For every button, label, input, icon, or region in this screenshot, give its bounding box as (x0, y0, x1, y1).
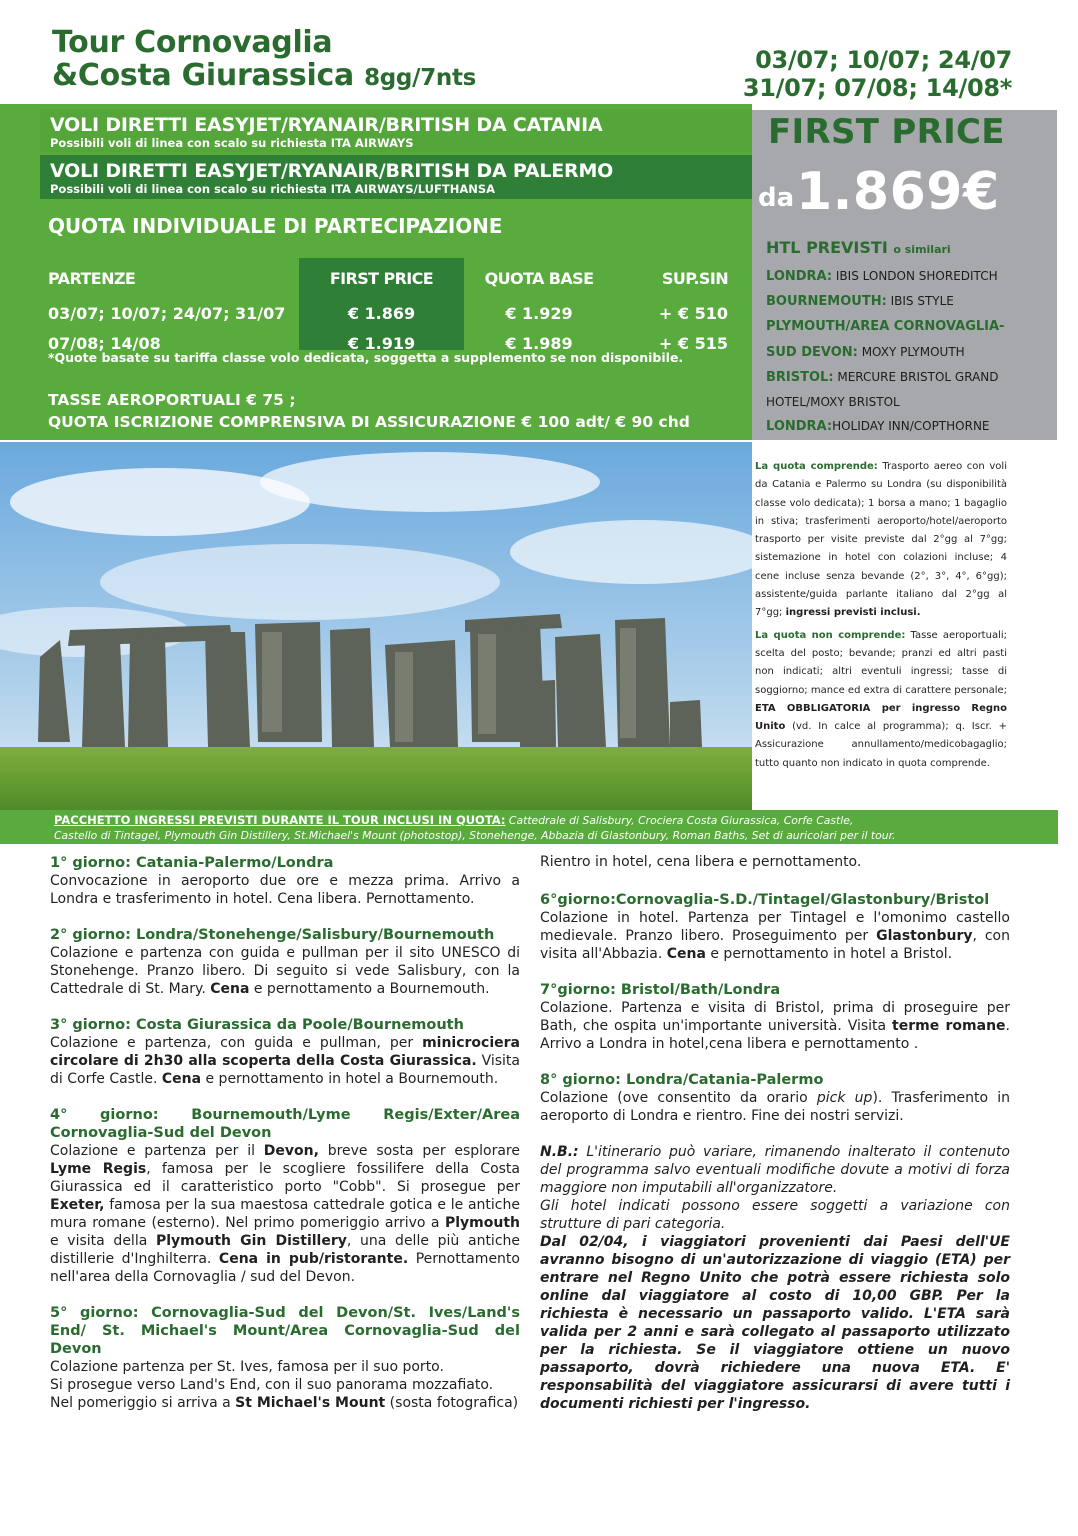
day-1: 1° giorno: Catania-Palermo/Londra Convocazione in aeroporto due ore e mezza prima. Arrivo a Londra e trasferimento in hotel. Cena libera. Pernottamento. (50, 855, 520, 907)
itinerary-left (50, 854, 520, 1412)
stonehenge-photo (0, 442, 752, 812)
price-table-row: 07/08; 14/08 € 1.919 € 1.989 + € 515 (48, 333, 728, 353)
hotel-item: SUD DEVON: MOXY PLYMOUTH (766, 344, 965, 360)
hotel-item: LONDRA: IBIS LONDON SHOREDITCH (766, 269, 998, 284)
tour-title (52, 26, 476, 95)
day-5: 5° giorno: Cornovaglia-Sud del Devon/St. Ives/Land's End/ St. Michael's Mount/Area Cornovaglia-Sud del Devon Colazione partenza per St. Ives, famosa per il suo porto. Si prosegue verso Land's End, con il suo panorama mozzafiato. Nel pomeriggio si arriva a St Michael's Mount (sosta fotografica) (50, 1305, 520, 1411)
flight-bar-palermo: VOLI DIRETTI EASYJET/RYANAIR/BRITISH DA PALERMO Possibili voli di linea con scalo su richiesta ITA AIRWAYS/LUFTHANSA (40, 155, 752, 199)
registration-fee: QUOTA ISCRIZIONE COMPRENSIVA DI ASSICURAZIONE € 100 adt/ € 90 chd (48, 413, 690, 431)
itinerary-right (540, 853, 1010, 1413)
day-2: 2° giorno: Londra/Stonehenge/Salisbury/Bournemouth Colazione e partenza con guida e pullman per il sito UNESCO di Stonehenge. Pranzo libero. Di seguito si vede Salisbury, con la Cattedrale di St. Mary. Cena e pernottamento a Bournemouth. (50, 927, 520, 997)
title-suffix: 8gg/7nts (364, 65, 477, 91)
flight-bar-catania: VOLI DIRETTI EASYJET/RYANAIR/BRITISH DA CATANIA Possibili voli di linea con scalo su richiesta ITA AIRWAYS (40, 109, 752, 153)
price-table-row: 03/07; 10/07; 24/07; 31/07 € 1.869 € 1.929 + € 510 (48, 303, 728, 323)
day-8: 8° giorno: Londra/Catania-Palermo Colazione (ove consentito da orario pick up). Trasferimento in aeroporto di Londra e rientro. Fine dei nostri servizi. (540, 1072, 1010, 1124)
price-table-header: PARTENZE FIRST PRICE QUOTA BASE SUP.SIN (48, 268, 728, 288)
first-price-prefix: da (758, 183, 795, 213)
hotel-item: PLYMOUTH/AREA CORNOVAGLIA- (766, 319, 1005, 335)
quota-non-comprende: La quota non comprende: Tasse aeroportuali; scelta del posto; bevande; pranzi ed altri pasti non indicati; altri eventuli ingressi; tasse di soggiorno; mance ed extra di carattere personale; ETA OBBLIGATORIA per ingresso Regno Unito (vd. In calce al programma); q. Iscr. + Assicurazione annullamento/medicobagaglio; tutto quanto non indicato in quota comprende. (755, 629, 1007, 769)
quota-includes (755, 458, 1007, 773)
title-line-1: Tour Cornovaglia (52, 25, 333, 60)
airport-taxes: TASSE AEROPORTUALI € 75 ; (48, 391, 296, 409)
notes: N.B.: L'itinerario può variare, rimanendo inalterato il contenuto del programma salvo eventuali modifiche dovute a motivi di forza maggiore non imputabili all'organizzatore. Gli hotel indicati possono essere soggetti a variazione con strutture di pari categoria. Dal 02/04, i viaggiatori provenienti dai Paesi dell'UE avranno bisogno di un'autorizzazione di viaggio (ETA) per entrare nel Regno Unito che potrà essere richiesta solo online dal viaggiatore al costo di 10,00 GBP. Per la richiesta è necessario un passaporto valido. L'ETA sarà valida per 2 anni e sarà collegato al passaporto utilizzato per la richiesta. Se il viaggiatore ottiene un nuovo passaporto, dovrà richiedere una nuova ETA. E' responsabilità del viaggiatore assicurarsi di avere tutti i documenti richiesti per l'ingresso. (540, 1144, 1010, 1412)
first-price-label: FIRST PRICE (768, 112, 1005, 152)
day-3: 3° giorno: Costa Giurassica da Poole/Bournemouth Colazione e partenza, con guida e pullman, per minicrociera circolare di 2h30 alla scoperta della Costa Giurassica. Visita di Corfe Castle. Cena e pernottamento in hotel a Bournemouth. (50, 1017, 520, 1087)
day-4: 4° giorno: Bournemouth/Lyme Regis/Exter/Area Cornovaglia-Sud del Devon Colazione e partenza per il Devon, breve sosta per esplorare Lyme Regis, famosa per le scogliere fossilifere della Costa Giurassica ed il caratteristico porto "Cobb". Si prosegue per Exeter, famosa per la sua maestosa cattedrale gotica e le antiche mura romane (esterno). Nel primo pomeriggio arrivo a Plymouth e visita della Plymouth Gin Distillery, una delle più antiche distillerie d'Inghilterra. Cena in pub/ristorante. Pernottamento nell'area della Cornovaglia / sud del Devon. (50, 1107, 521, 1285)
hotels-list (766, 264, 1056, 439)
hotel-item: LONDRA:HOLIDAY INN/COPTHORNE (766, 419, 990, 435)
departure-dates: 03/07; 10/07; 24/07 31/07; 07/08; 14/08* (742, 46, 1012, 102)
day-6: 6°giorno:Cornovaglia-S.D./Tintagel/Glastonbury/Bristol Colazione in hotel. Partenza per Tintagel e l'omonimo castello medievale. Pranzo libero. Proseguimento per Glastonbury, con visita all'Abbazia. Cena e pernottamento in hotel a Bristol. (540, 892, 1010, 962)
price-note: *Quote basate su tariffa classe volo dedicata, soggetta a supplemento se non disponibile. (48, 350, 684, 365)
quota-title: QUOTA INDIVIDUALE DI PARTECIPAZIONE (48, 214, 503, 238)
title-line-2: &Costa Giurassica (52, 58, 354, 93)
day-7: 7°giorno: Bristol/Bath/Londra Colazione. Partenza e visita di Bristol, prima di proseguire per Bath, che ospita un'importante università. Visita terme romane. Arrivo a Londra in hotel,cena libera e pernottamento . (540, 982, 1010, 1052)
hotel-item: BOURNEMOUTH: IBIS STYLE (766, 294, 954, 310)
hotel-item: BRISTOL: MERCURE BRISTOL GRAND HOTEL/MOXY BRISTOL (766, 369, 999, 410)
quota-comprende: La quota comprende: Trasporto aereo con voli da Catania e Palermo su Londra (su disponibilità classe volo dedicata); 1 borsa a mano; 1 bagaglio in stiva; trasferimenti aeroporto/hotel/aeroporto trasporto per visite previste dal 2°gg al 7°gg; sistemazione in hotel con colazioni incluse; 4 cene incluse senza bevande (2°, 3°, 4°, 6°gg); assistente/guida parlante italiano dal 2°gg al 7°gg; ingressi previsti inclusi. (755, 461, 1007, 619)
hotels-title: HTL PREVISTI o similari (766, 238, 951, 257)
package-bar: PACCHETTO INGRESSI PREVISTI DURANTE IL TOUR INCLUSI IN QUOTA: Cattedrale di Salisbury, Crociera Costa Giurassica, Corfe Castle, Castello di Tintagel, Plymouth Gin Distillery, St.Michael's Mount (photostop), Stonehenge, Abbazia di Glastonbury, Roman Baths, Set di auricolari per il tour. (0, 810, 1058, 844)
first-price-value: 1.869€ (796, 162, 1000, 222)
eta-notice: Dal 02/04, i viaggiatori provenienti dai Paesi dell'UE avranno bisogno di un'autorizzazione di viaggio (ETA) per entrare nel Regno Unito che potrà essere richiesta solo online dal viaggiatore al costo di 10,00 GBP. Per la richiesta è necessario un passaporto valido. L'ETA sarà valida per 2 anni e sarà collegato al passaporto utilizzato per la richiesta. Se il viaggiatore ottiene un nuovo passaporto, dovrà richiedere una nuova ETA. E' responsabilità del viaggiatore assicurarsi di avere tutti i documenti richiesti per l'ingresso. (540, 1234, 1010, 1412)
price-table (48, 264, 728, 358)
day-5-continued: Rientro in hotel, cena libera e pernottamento. (540, 854, 862, 870)
